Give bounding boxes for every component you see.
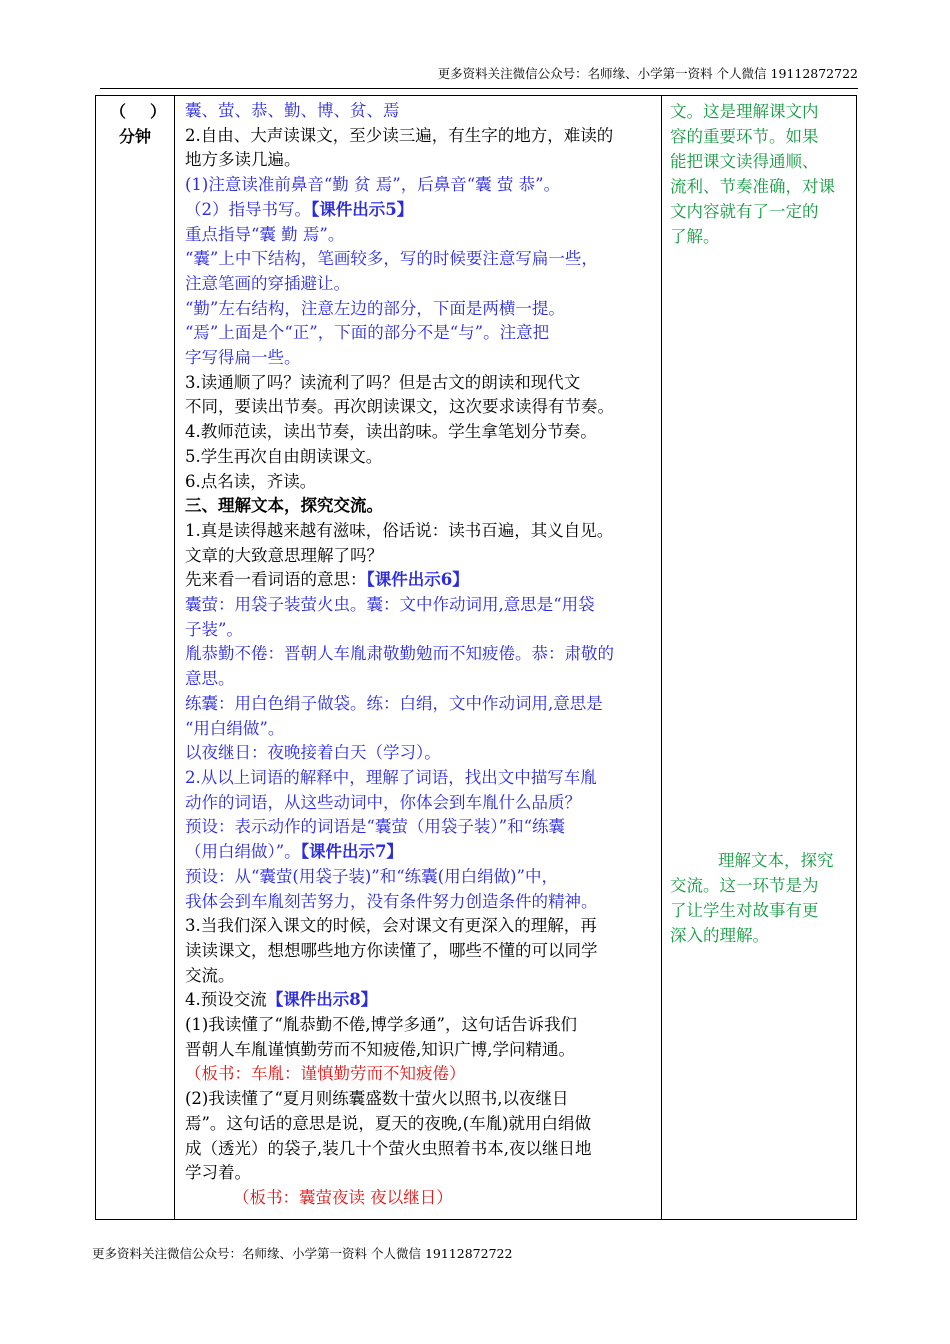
text-line: “用白绢做”。: [185, 718, 285, 738]
text-line: 3.当我们深入课文的时候，会对课文有更深入的理解，再: [185, 916, 597, 936]
text-span: 4.预设交流: [185, 990, 267, 1010]
text-line: 地方多读几遍。: [185, 150, 301, 170]
design-intent-column: [662, 96, 856, 1219]
text-line: [185, 840, 659, 865]
text-line: 4.教师范读，读出节奏，读出韵味。学生拿笔划分节奏。: [185, 422, 597, 442]
text-line: 晋朝人车胤谨慎勤劳而不知疲倦,知识广博,学问精通。: [185, 1039, 575, 1059]
paren-open: （: [110, 102, 127, 121]
text-line: (1)我读懂了“胤恭勤不倦,博学多通”，这句话告诉我们: [185, 1015, 577, 1035]
courseware-tag: 【课件出示8】: [266, 990, 378, 1010]
page-footer: 更多资料关注微信公众号：名师缘、小学第一资料 个人微信 19112872722: [92, 1246, 513, 1261]
intent-line: 深入的理解。: [670, 926, 769, 945]
text-line: 2.自由、大声读课文，至少读三遍，有生字的地方，难读的: [185, 125, 614, 145]
text-line: 不同，要读出节奏。再次朗读课文，这次要求读得有节奏。: [185, 397, 614, 417]
blackboard-note: （板书：囊萤夜读 夜以继日）: [233, 1187, 453, 1207]
text-line: 读读课文，想想哪些地方你读懂了，哪些不懂的可以同学: [185, 940, 598, 960]
text-line: “焉”上面是个“正”，下面的部分不是“与”。注意把: [185, 323, 550, 343]
text-line: 囊萤：用袋子装萤火虫。囊：文中作动词用,意思是“用袋: [185, 595, 595, 615]
text-span: 先来看一看词语的意思：: [185, 570, 367, 590]
time-column: [96, 96, 175, 1219]
text-line: “囊”上中下结构，笔画较多，写的时候要注意写扁一些，: [185, 249, 598, 269]
text-line: 子装”。: [185, 619, 243, 639]
intent-line: 交流。这一环节是为: [670, 876, 819, 895]
text-line: 动作的词语，从这些动词中，你体会到车胤什么品质？: [185, 792, 581, 812]
text-line: 重点指导“囊 勤 焉”。: [185, 224, 345, 244]
text-line: 预设：表示动作的词语是“囊萤（用袋子装）”和“练囊: [185, 817, 566, 837]
text-line: [185, 568, 659, 593]
lesson-table: [95, 95, 857, 1220]
courseware-tag: 【课件出示5】: [311, 199, 414, 219]
text-line: 预设：从“囊萤(用袋子装)”和“练囊(用白绢做)”中，: [185, 866, 558, 886]
char-list: 囊、萤、恭、勤、博、贫、焉: [185, 101, 400, 120]
text-line: 意思。: [185, 669, 235, 689]
text-line: 学习着。: [185, 1163, 251, 1183]
intent-line: 理解文本，探究: [718, 851, 834, 870]
page-header: 更多资料关注微信公众号：名师缘、小学第一资料 个人微信 19112872722: [100, 66, 858, 89]
text-line: 我体会到车胤刻苦努力，没有条件努力创造条件的精神。: [185, 891, 598, 911]
intent-line: 文。这是理解课文内: [670, 102, 819, 121]
text-line: 6.点名读，齐读。: [185, 471, 317, 491]
intent-line: 容的重要环节。如果: [670, 127, 819, 146]
text-line: 1.真是读得越来越有滋味，俗话说：读书百遍，其义自见。: [185, 520, 614, 540]
text-line: 3.读通顺了吗？读流利了吗？但是古文的朗读和现代文: [185, 372, 581, 392]
courseware-tag: 【课件出示6】: [366, 570, 469, 590]
time-unit: 分钟: [119, 127, 152, 146]
intent-line: 能把课文读得通顺、: [670, 152, 819, 171]
text-line: 胤恭勤不倦：晋朝人车胤肃敬勤勉而不知疲倦。恭：肃敬的: [185, 644, 614, 664]
intent-line: 文内容就有了一定的: [670, 202, 819, 221]
text-line: 5.学生再次自由朗读课文。: [185, 446, 383, 466]
text-line: “勤”左右结构，注意左边的部分，下面是两横一提。: [185, 298, 565, 318]
courseware-tag: 【课件出示7】: [300, 842, 403, 862]
text-line: (2)我读懂了“夏月则练囊盛数十萤火以照书,以夜继日: [185, 1089, 569, 1109]
text-line: (1)注意读准前鼻音“勤 贫 焉”，后鼻音“囊 萤 恭”。: [185, 175, 561, 195]
section-heading: 三、理解文本，探究交流。: [185, 496, 383, 516]
intent-line: 了解。: [670, 227, 720, 246]
text-span: （2）指导书写。: [185, 199, 311, 219]
intent-line: 流利、节奏准确，对课: [670, 177, 835, 196]
text-line: 成（透光）的袋子,装几十个萤火虫照着书本,夜以继日地: [185, 1138, 592, 1158]
text-line: 注意笔画的穿插避让。: [185, 273, 350, 293]
paren-close: ）: [149, 102, 166, 121]
text-span: （用白绢做）”。: [185, 842, 301, 862]
spacer: [670, 249, 854, 848]
text-line: 以夜继日：夜晚接着白天（学习）。: [185, 743, 441, 763]
time-blank: [110, 99, 166, 122]
text-line: 交流。: [185, 965, 235, 985]
text-line: 练囊：用白色绢子做袋。练：白绢，文中作动词用,意思是: [185, 693, 603, 713]
intent-line: 了让学生对故事有更: [670, 901, 819, 920]
text-line: 焉”。这句话的意思是说，夏天的夜晚,(车胤)就用白绢做: [185, 1113, 592, 1133]
text-line: 字写得扁一些。: [185, 348, 301, 368]
blackboard-note: （板书：车胤：谨慎勤劳而不知疲倦）: [185, 1064, 466, 1084]
text-line: [185, 988, 659, 1013]
text-line: 文章的大致意思理解了吗？: [185, 545, 383, 565]
text-line: [185, 198, 659, 223]
teaching-process-column: [175, 96, 662, 1219]
text-line: 2.从以上词语的解释中，理解了词语，找出文中描写车胤: [185, 767, 597, 787]
